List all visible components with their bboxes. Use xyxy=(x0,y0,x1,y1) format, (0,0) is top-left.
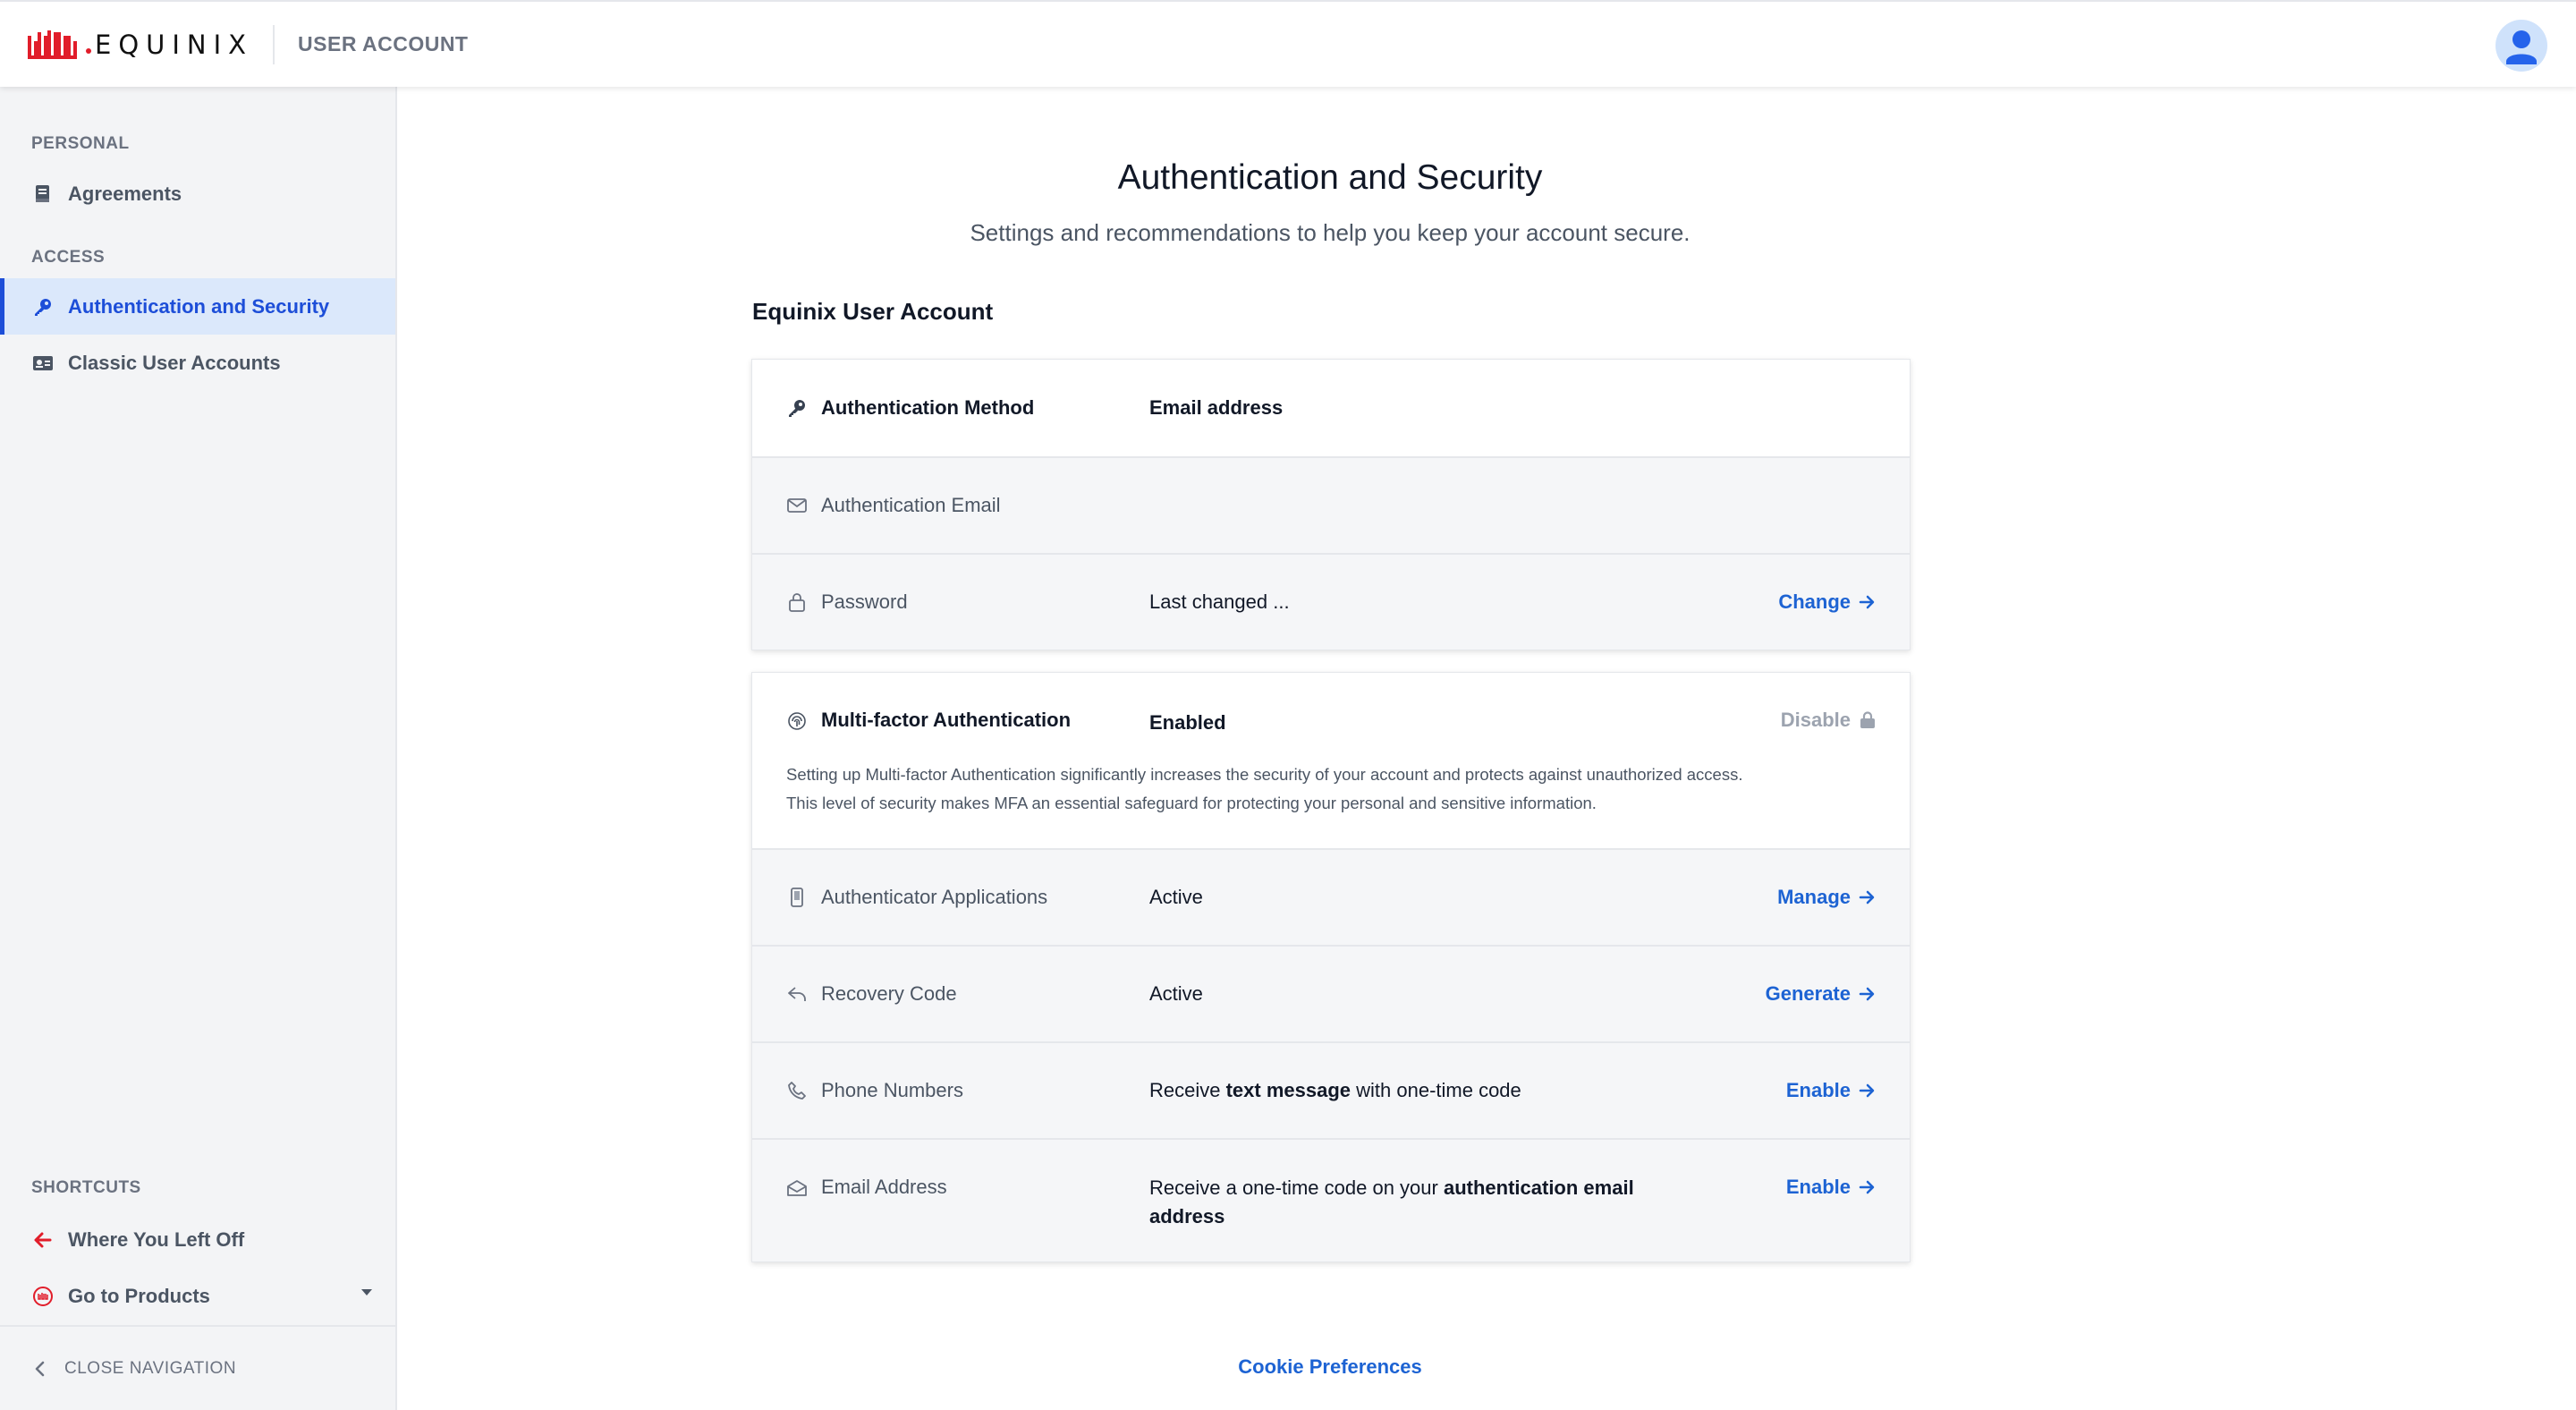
authenticator-apps-row xyxy=(752,848,1910,945)
mfa-status: Enabled xyxy=(1149,711,1226,734)
id-card-icon xyxy=(32,352,54,374)
generate-recovery-code-button[interactable] xyxy=(1766,982,1876,1006)
app-title: USER ACCOUNT xyxy=(298,32,469,55)
mfa-card xyxy=(751,672,1911,1262)
email-address-row xyxy=(752,1138,1910,1261)
chevron-down-icon[interactable] xyxy=(361,1289,372,1295)
change-password-label: Change xyxy=(1778,590,1851,613)
auth-email-label: Authentication Email xyxy=(821,494,1001,516)
sidebar xyxy=(0,87,397,1410)
authenticator-apps-value: Active xyxy=(1149,886,1203,908)
fingerprint-icon xyxy=(786,710,808,732)
mfa-description xyxy=(786,760,1877,818)
recovery-code-row xyxy=(752,945,1910,1041)
key-icon xyxy=(786,397,808,419)
mfa-description-line-1: Setting up Multi-factor Authentication significantly increases the security of your account and protects against unauthorized access. xyxy=(786,765,1743,784)
main-content xyxy=(399,87,2576,1410)
lock-icon xyxy=(786,591,808,613)
products-icon xyxy=(32,1286,54,1307)
auth-email-row xyxy=(752,456,1910,553)
reply-icon xyxy=(786,983,808,1005)
logo-dot xyxy=(86,48,91,54)
arrow-right-icon xyxy=(1858,1082,1876,1100)
email-address-label: Email Address xyxy=(821,1176,947,1198)
section-title: Equinix User Account xyxy=(752,298,994,325)
shortcut-label: Go to Products xyxy=(68,1284,210,1307)
enable-label: Enable xyxy=(1785,1079,1851,1101)
page-subtitle: Settings and recommendations to help you keep your account secure. xyxy=(970,219,1690,246)
sidebar-item-label: Classic User Accounts xyxy=(68,351,281,374)
arrow-right-icon xyxy=(1858,888,1876,906)
lock-icon xyxy=(1860,711,1876,729)
sidebar-section-personal: PERSONAL xyxy=(31,134,130,153)
auth-method-row xyxy=(752,360,1910,456)
change-password-button[interactable] xyxy=(1778,590,1876,614)
sidebar-section-shortcuts: SHORTCUTS xyxy=(31,1178,141,1197)
disable-mfa-button[interactable] xyxy=(1781,709,1876,732)
close-navigation-label: CLOSE NAVIGATION xyxy=(64,1358,237,1378)
equinix-logo-icon xyxy=(27,27,80,63)
authenticator-apps-label: Authenticator Applications xyxy=(821,886,1048,908)
password-value: Last changed ... xyxy=(1149,590,1290,613)
mfa-description-line-2: This level of security makes MFA an essential safeguard for protecting your personal and sensitive information. xyxy=(786,794,1597,812)
password-row xyxy=(752,553,1910,650)
manage-authenticator-button[interactable] xyxy=(1777,886,1876,909)
chevron-left-icon xyxy=(34,1361,47,1377)
document-icon xyxy=(32,183,54,205)
enable-label: Enable xyxy=(1785,1176,1851,1198)
sidebar-item-label: Authentication and Security xyxy=(68,294,330,318)
top-header xyxy=(0,0,2576,87)
auth-method-label: Authentication Method xyxy=(821,396,1035,419)
arrow-right-icon xyxy=(1858,593,1876,611)
account-card xyxy=(751,359,1911,650)
envelope-icon xyxy=(786,495,808,516)
mobile-phone-icon xyxy=(786,887,808,908)
phone-numbers-row xyxy=(752,1041,1910,1138)
user-avatar-icon[interactable] xyxy=(2496,20,2547,72)
phone-numbers-value: Receive text message with one-time code xyxy=(1149,1079,1521,1101)
mfa-header-row xyxy=(752,673,1910,848)
sidebar-item-label: Agreements xyxy=(68,182,182,205)
disable-mfa-label: Disable xyxy=(1780,709,1851,731)
auth-method-value: Email address xyxy=(1149,396,1284,419)
phone-icon xyxy=(786,1080,808,1101)
arrow-right-icon xyxy=(1858,985,1876,1003)
brand-name: EQUINIX xyxy=(95,29,254,60)
manage-label: Manage xyxy=(1777,886,1851,908)
generate-label: Generate xyxy=(1765,982,1851,1005)
close-navigation-button[interactable] xyxy=(0,1325,395,1410)
password-label: Password xyxy=(821,590,908,613)
shortcut-where-you-left-off[interactable] xyxy=(0,1211,395,1268)
phone-numbers-label: Phone Numbers xyxy=(821,1079,963,1101)
envelope-open-icon xyxy=(786,1177,808,1199)
email-address-value: Receive a one-time code on your authentication email address xyxy=(1149,1176,1634,1227)
enable-phone-button[interactable] xyxy=(1786,1079,1876,1102)
recovery-code-label: Recovery Code xyxy=(821,982,957,1005)
sidebar-item-agreements[interactable] xyxy=(0,166,395,222)
equinix-logo[interactable] xyxy=(27,18,253,72)
mfa-label: Multi-factor Authentication xyxy=(821,709,1072,731)
enable-email-button[interactable] xyxy=(1786,1176,1876,1199)
header-divider xyxy=(273,25,275,64)
page-title: Authentication and Security xyxy=(1117,158,1543,197)
arrow-left-icon xyxy=(32,1229,54,1251)
cookie-preferences-link[interactable]: Cookie Preferences xyxy=(1238,1355,1422,1378)
shortcut-go-to-products[interactable] xyxy=(0,1268,395,1324)
sidebar-section-access: ACCESS xyxy=(31,248,106,267)
sidebar-item-classic-user-accounts[interactable] xyxy=(0,335,395,391)
recovery-code-value: Active xyxy=(1149,982,1203,1005)
shortcut-label: Where You Left Off xyxy=(68,1227,245,1251)
key-icon xyxy=(32,296,54,318)
sidebar-item-authentication-security[interactable] xyxy=(0,278,395,335)
arrow-right-icon xyxy=(1858,1178,1876,1196)
